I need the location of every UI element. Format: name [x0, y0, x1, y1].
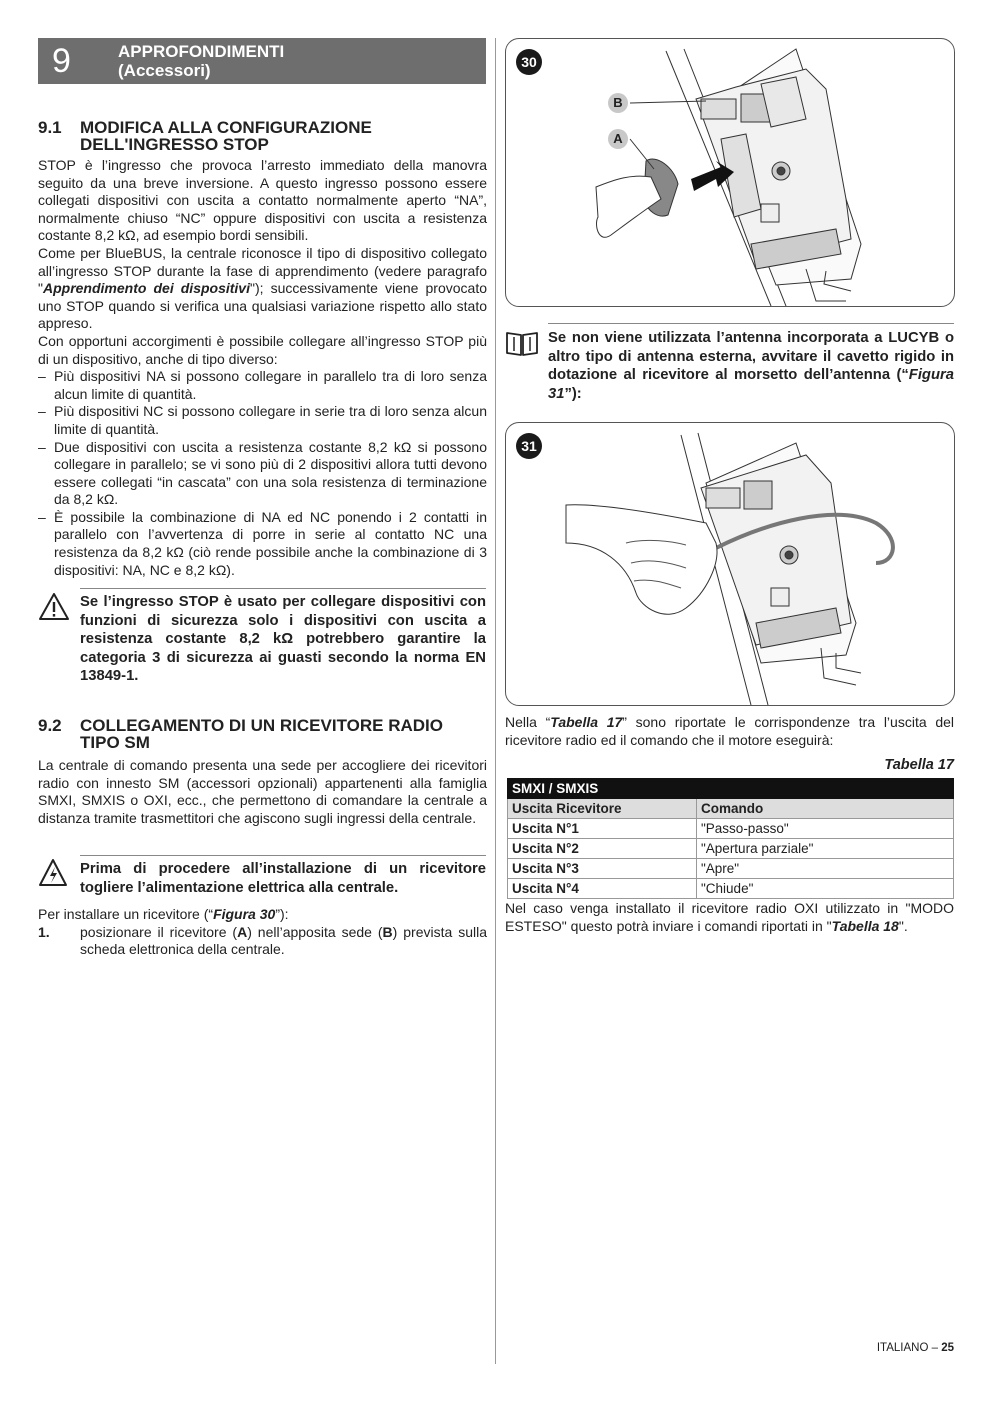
figure-31-illustration — [506, 423, 954, 705]
cell-output: Uscita N°3 — [508, 859, 697, 879]
cell-command: "Chiude" — [697, 879, 954, 899]
cell-output: Uscita N°4 — [508, 879, 697, 899]
figure-30-illustration — [506, 39, 954, 306]
warning-text: Prima di procedere all’installazione di un ricevitore togliere l’alimentazione elettrica alla centrale. — [80, 861, 486, 896]
text: ) prevista sulla scheda elettronica della centrale. — [80, 923, 487, 958]
bullet-dash: – — [38, 438, 46, 455]
divider — [80, 588, 486, 589]
table-caption: Tabella 17 — [884, 757, 954, 773]
figure-ref: Figura 31 — [548, 367, 954, 402]
heading-title-line2: TIPO SM — [80, 733, 150, 752]
table-ref: Tabella 17 — [550, 714, 623, 730]
heading-9-1 — [38, 119, 488, 155]
step-item — [38, 924, 487, 959]
heading-title: MODIFICA ALLA CONFIGURAZIONE — [80, 118, 372, 137]
callout-label-a: A — [608, 129, 628, 149]
list-item-text: È possibile la combinazione di NA ed NC ponendo i 2 contatti in parallelo con l’avvertenza di porre in serie al contatto NC una resistenza da 8,2 kΩ (ciò rende possibile anche la combinazione di 3 dispositivi: NA, NC e 8,2 kΩ). — [54, 508, 487, 578]
paragraph: STOP è l’ingresso che provoca l’arresto immediato della manovra seguito da una breve inversione. A questo ingresso possono essere collegati dispositivi con uscita a contatto normalmente aperto “NA”, normalmente chiuso “NC” oppure dispositivi con uscita a resistenza costante 8,2 kΩ, ad esempio bordi sensibili. — [38, 157, 487, 244]
section-subtitle: (Accessori) — [118, 61, 211, 80]
list-item — [38, 509, 487, 579]
callout-label-b: B — [608, 93, 628, 113]
column-header: Comando — [697, 799, 954, 819]
table-row — [508, 839, 954, 859]
note-text — [548, 329, 954, 403]
table-ref: Tabella 18 — [831, 917, 899, 934]
bullet-dash: – — [38, 508, 46, 525]
text: ”): — [275, 906, 289, 922]
paragraph — [505, 714, 954, 749]
list-item-text: Più dispositivi NC si possono collegare in serie tra di loro senza alcun limite di quantità. — [54, 403, 487, 437]
bullet-dash: – — [38, 403, 46, 420]
column-header: Uscita Ricevitore — [508, 799, 697, 819]
heading-number: 9.1 — [38, 118, 62, 137]
heading-title: COLLEGAMENTO DI UN RICEVITORE RADIO — [80, 716, 444, 735]
heading-9-2 — [38, 717, 488, 753]
table-header-row — [508, 799, 954, 819]
section-header — [38, 38, 486, 84]
label-ref: A — [237, 923, 248, 940]
warning-icon — [38, 592, 70, 622]
table-row — [508, 879, 954, 899]
cell-output: Uscita N°1 — [508, 819, 697, 839]
list-item-text: Più dispositivi NA si possono collegare in parallelo tra di loro senza alcun limite di quantità. — [54, 368, 487, 402]
text: Nel caso venga installato il ricevitore radio OXI utilizzato in "MODO ESTESO" questo potrà inviare i comandi riportati in " — [505, 900, 954, 934]
divider — [548, 323, 954, 324]
figure-30 — [505, 38, 955, 307]
list-item — [38, 403, 487, 438]
text: Come per BlueBUS, la centrale riconosce il tipo di dispositivo collegato all’ingresso STOP durante la fase di apprendimento (vedere paragrafo " — [38, 244, 487, 297]
heading-number: 9.2 — [38, 716, 62, 735]
figure-number-badge: 30 — [516, 49, 542, 75]
table-row — [508, 859, 954, 879]
text: Per installare un ricevitore (“ — [38, 906, 214, 922]
figure-ref: Figura 30 — [213, 906, 276, 922]
text: Nella “ — [505, 714, 551, 730]
paragraph: Con opportuni accorgimenti è possibile collegare all’ingresso STOP più di un dispositivo, anche di tipo diverso: — [38, 332, 487, 367]
page-footer — [800, 1342, 954, 1354]
section-number: 9 — [52, 42, 71, 80]
table-title-row — [508, 779, 954, 799]
heading-title-line2: DELL'INGRESSO STOP — [80, 135, 269, 154]
cell-output: Uscita N°2 — [508, 839, 697, 859]
table-row — [508, 819, 954, 839]
install-instructions — [38, 906, 487, 959]
column-divider — [495, 38, 496, 1364]
reference-link: Apprendimento dei dispositivi — [42, 280, 250, 297]
text: ". — [898, 917, 908, 934]
footer-language: ITALIANO – — [876, 1342, 938, 1354]
cell-command: "Apertura parziale" — [697, 839, 954, 859]
divider — [80, 855, 486, 856]
label-ref: B — [382, 923, 393, 940]
cell-command: "Apre" — [697, 859, 954, 879]
paragraph — [38, 906, 487, 924]
electric-hazard-icon — [38, 858, 68, 888]
body-text-9-1 — [38, 157, 487, 579]
table-17 — [507, 778, 954, 899]
list-item — [38, 439, 487, 509]
paragraph — [505, 900, 954, 935]
text: "); successivamente viene provocato uno STOP quando si verifica una qualsiasi variazione rispetto allo stato appreso. — [38, 280, 487, 332]
text: ”): — [564, 385, 582, 402]
list-item — [38, 368, 487, 403]
paragraph: La centrale di comando presenta una sede per accogliere dei ricevitori radio con innesto SM (accessori opzionali) appartenenti alla famiglia SMXI, SMXIS o OXI, ecc., che permettono di comandare la centrale a distanza tramite trasmettitori che agiscono sugli ingressi della centrale. — [38, 757, 487, 826]
text: posizionare il ricevitore ( — [80, 923, 238, 940]
list-item-text: Due dispositivi con uscita a resistenza costante 8,2 kΩ si possono collegare in parallelo; se vi sono più di 2 dispositivi allora tutti devono essere collegati “in cascata” con una sola resistenza di terminazione da 8,2 kΩ. — [54, 438, 487, 508]
table-title: SMXI / SMXIS — [508, 779, 954, 799]
figure-31 — [505, 422, 955, 706]
text: ” sono riportate le corrispondenze tra l’uscita del ricevitore radio ed il comando che il motore eseguirà: — [505, 714, 954, 748]
cell-command: "Passo-passo" — [697, 819, 954, 839]
figure-number-badge: 31 — [516, 433, 542, 459]
page-number: 25 — [941, 1342, 954, 1354]
paragraph — [38, 245, 487, 333]
section-title: APPROFONDIMENTI — [118, 42, 285, 61]
step-number: 1. — [38, 923, 50, 940]
text: Se non viene utilizzata l’antenna incorporata a LUCYB o altro tipo di antenna esterna, avvitare il cavetto rigido in dotazione al ricevitore al morsetto dell’antenna (“ — [548, 330, 954, 383]
text: ) nell’apposita sede ( — [247, 923, 383, 940]
manual-book-icon — [505, 329, 539, 357]
bullet-dash: – — [38, 368, 46, 385]
warning-text: Se l’ingresso STOP è usato per collegare dispositivi con funzioni di sicurezza solo i dispositivi con uscita a resistenza costante 8,2 kΩ potrebbero garantire la categoria 3 di sicurezza ai guasti secondo la norma EN 13849-1. — [80, 594, 486, 684]
